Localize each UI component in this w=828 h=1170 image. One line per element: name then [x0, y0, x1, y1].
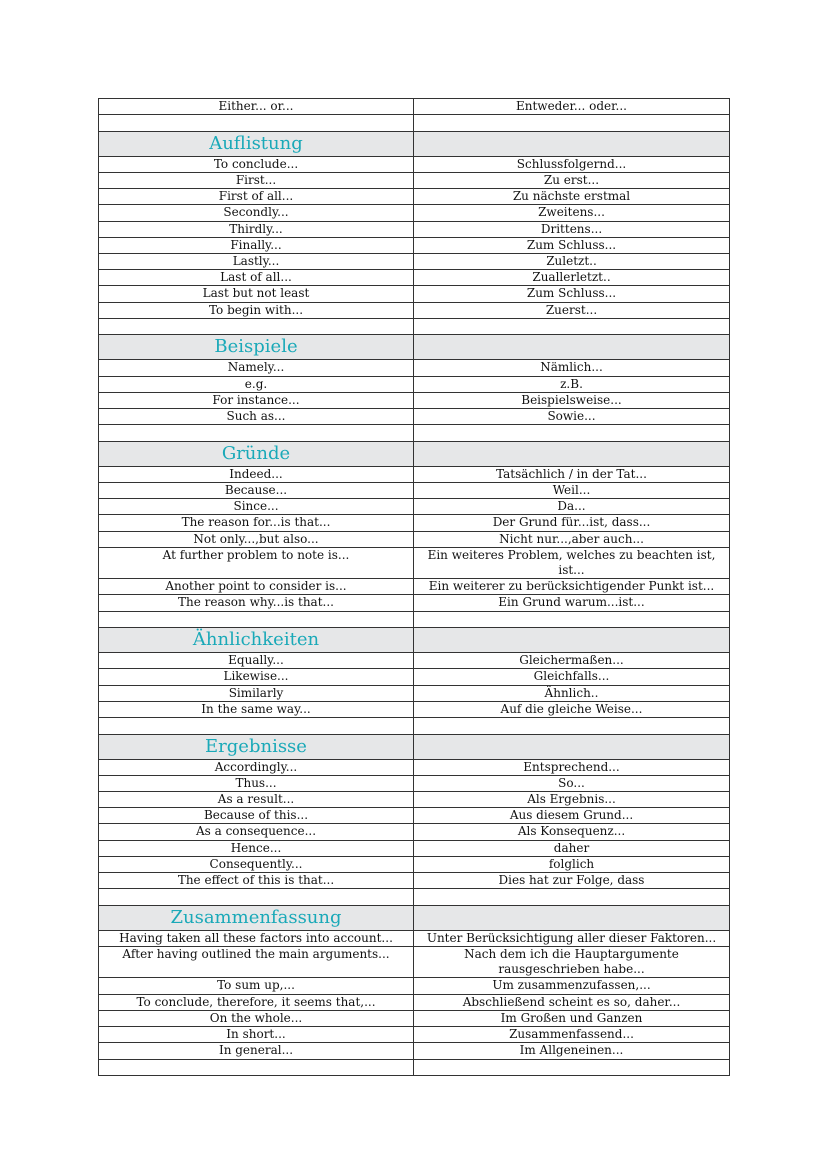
table-row — [99, 237, 730, 253]
table-row — [99, 1043, 730, 1059]
section-title: Ergebnisse — [99, 734, 414, 759]
spacer-row — [99, 611, 730, 628]
table-row — [99, 189, 730, 205]
english-phrase: The reason for...is that... — [99, 515, 414, 531]
german-translation: folglich — [414, 856, 730, 872]
german-translation: Unter Berücksichtigung aller dieser Faktoren... — [414, 930, 730, 946]
section-header-grunde — [99, 441, 730, 466]
german-translation: Der Grund für...ist, dass... — [414, 515, 730, 531]
german-translation: Im Großen und Ganzen — [414, 1010, 730, 1026]
english-phrase: Such as... — [99, 409, 414, 425]
english-phrase: Thus... — [99, 775, 414, 791]
english-phrase: Another point to consider is... — [99, 579, 414, 595]
empty-cell — [99, 318, 414, 335]
empty-cell — [414, 318, 730, 335]
german-translation: Zum Schluss... — [414, 237, 730, 253]
english-phrase: The reason why...is that... — [99, 595, 414, 611]
english-phrase: Because of this... — [99, 808, 414, 824]
german-translation: So... — [414, 775, 730, 791]
section-title: Auflistung — [99, 131, 414, 156]
english-phrase: Either... or... — [99, 99, 414, 115]
table-row — [99, 669, 730, 685]
german-translation: z.B. — [414, 376, 730, 392]
table-row — [99, 685, 730, 701]
table-row — [99, 792, 730, 808]
table-row — [99, 1027, 730, 1043]
english-phrase: Lastly... — [99, 254, 414, 270]
table-row — [99, 840, 730, 856]
english-phrase: Last but not least — [99, 286, 414, 302]
german-translation: Beispielsweise... — [414, 392, 730, 408]
section-header-ergebnisse — [99, 734, 730, 759]
section-title: Beispiele — [99, 335, 414, 360]
english-phrase: Because... — [99, 483, 414, 499]
german-translation: Zu nächste erstmal — [414, 189, 730, 205]
english-phrase: Having taken all these factors into account... — [99, 930, 414, 946]
empty-cell — [414, 611, 730, 628]
table-row — [99, 775, 730, 791]
english-phrase: First of all... — [99, 189, 414, 205]
table-row — [99, 531, 730, 547]
english-phrase: In short... — [99, 1027, 414, 1043]
english-phrase: Hence... — [99, 840, 414, 856]
german-translation: Sowie... — [414, 409, 730, 425]
vocabulary-table — [98, 98, 730, 1076]
empty-cell — [99, 425, 414, 442]
english-phrase: Accordingly... — [99, 759, 414, 775]
empty-cell — [414, 115, 730, 132]
table-row — [99, 595, 730, 611]
empty-cell — [99, 718, 414, 735]
english-phrase: Consequently... — [99, 856, 414, 872]
table-row — [99, 947, 730, 978]
german-translation: Nach dem ich die Hauptargumente rausgeschrieben habe... — [414, 947, 730, 978]
german-translation: Ähnlich.. — [414, 685, 730, 701]
empty-cell — [99, 611, 414, 628]
table-row — [99, 173, 730, 189]
table-row — [99, 270, 730, 286]
section-header-empty-cell — [414, 441, 730, 466]
table-row — [99, 360, 730, 376]
english-phrase: Since... — [99, 499, 414, 515]
german-translation: Ein weiterer zu berücksichtigender Punkt ist... — [414, 579, 730, 595]
german-translation: Zusammenfassend... — [414, 1027, 730, 1043]
german-translation: Da... — [414, 499, 730, 515]
german-translation: Dies hat zur Folge, dass — [414, 873, 730, 889]
german-translation: Aus diesem Grund... — [414, 808, 730, 824]
german-translation: Zum Schluss... — [414, 286, 730, 302]
german-translation: Auf die gleiche Weise... — [414, 701, 730, 717]
table-row — [99, 483, 730, 499]
german-translation: Schlussfolgernd... — [414, 156, 730, 172]
german-translation: Um zusammenzufassen,... — [414, 978, 730, 994]
english-phrase: In the same way... — [99, 701, 414, 717]
section-header-empty-cell — [414, 335, 730, 360]
spacer-row — [99, 718, 730, 735]
german-translation: Nämlich... — [414, 360, 730, 376]
german-translation: Entsprechend... — [414, 759, 730, 775]
english-phrase: To sum up,... — [99, 978, 414, 994]
english-phrase: Likewise... — [99, 669, 414, 685]
english-phrase: e.g. — [99, 376, 414, 392]
german-translation: Zuallerletzt.. — [414, 270, 730, 286]
table-row — [99, 205, 730, 221]
english-phrase: At further problem to note is... — [99, 547, 414, 578]
spacer-row — [99, 1059, 730, 1076]
german-translation: Zuletzt.. — [414, 254, 730, 270]
table-row — [99, 254, 730, 270]
spacer-row — [99, 889, 730, 906]
english-phrase: After having outlined the main arguments... — [99, 947, 414, 978]
table-row — [99, 376, 730, 392]
english-phrase: The effect of this is that... — [99, 873, 414, 889]
table-row — [99, 499, 730, 515]
german-translation: Weil... — [414, 483, 730, 499]
table-row — [99, 759, 730, 775]
table-row — [99, 873, 730, 889]
empty-cell — [414, 425, 730, 442]
spacer-row — [99, 115, 730, 132]
table-row — [99, 221, 730, 237]
english-phrase: To conclude... — [99, 156, 414, 172]
table-row — [99, 930, 730, 946]
table-row — [99, 579, 730, 595]
section-header-beispiele — [99, 335, 730, 360]
german-translation: Ein Grund warum...ist... — [414, 595, 730, 611]
english-phrase: Equally... — [99, 653, 414, 669]
section-header-empty-cell — [414, 734, 730, 759]
empty-cell — [414, 1059, 730, 1076]
empty-cell — [99, 115, 414, 132]
german-translation: daher — [414, 840, 730, 856]
german-translation: Ein weiteres Problem, welches zu beachten ist, ist... — [414, 547, 730, 578]
table-row — [99, 409, 730, 425]
german-translation: Als Konsequenz... — [414, 824, 730, 840]
german-translation: Tatsächlich / in der Tat... — [414, 466, 730, 482]
table-row — [99, 515, 730, 531]
english-phrase: Indeed... — [99, 466, 414, 482]
english-phrase: Secondly... — [99, 205, 414, 221]
german-translation: Zuerst... — [414, 302, 730, 318]
table-row — [99, 856, 730, 872]
section-header-empty-cell — [414, 905, 730, 930]
empty-cell — [99, 889, 414, 906]
table-row — [99, 994, 730, 1010]
english-phrase: To begin with... — [99, 302, 414, 318]
german-translation: Im Allgeneinen... — [414, 1043, 730, 1059]
german-translation: Entweder... oder... — [414, 99, 730, 115]
english-phrase: To conclude, therefore, it seems that,... — [99, 994, 414, 1010]
english-phrase: First... — [99, 173, 414, 189]
german-translation: Zweitens... — [414, 205, 730, 221]
table-row — [99, 547, 730, 578]
table-row — [99, 824, 730, 840]
english-phrase: Thirdly... — [99, 221, 414, 237]
empty-cell — [414, 889, 730, 906]
german-translation: Gleichermaßen... — [414, 653, 730, 669]
english-phrase: As a result... — [99, 792, 414, 808]
section-header-auflistung — [99, 131, 730, 156]
table-row — [99, 286, 730, 302]
table-row — [99, 1010, 730, 1026]
empty-cell — [414, 718, 730, 735]
empty-cell — [99, 1059, 414, 1076]
english-phrase: Namely... — [99, 360, 414, 376]
english-phrase: Not only...,but also... — [99, 531, 414, 547]
vocabulary-page — [98, 98, 729, 1076]
spacer-row — [99, 318, 730, 335]
table-row — [99, 156, 730, 172]
section-title: Zusammenfassung — [99, 905, 414, 930]
table-row — [99, 701, 730, 717]
section-header-empty-cell — [414, 131, 730, 156]
table-row — [99, 302, 730, 318]
section-title: Gründe — [99, 441, 414, 466]
english-phrase: Last of all... — [99, 270, 414, 286]
table-row — [99, 653, 730, 669]
table-row — [99, 392, 730, 408]
german-translation: Nicht nur...,aber auch... — [414, 531, 730, 547]
german-translation: Zu erst... — [414, 173, 730, 189]
section-header-zusammenfassung — [99, 905, 730, 930]
english-phrase: Similarly — [99, 685, 414, 701]
german-translation: Drittens... — [414, 221, 730, 237]
table-row — [99, 99, 730, 115]
section-header-empty-cell — [414, 628, 730, 653]
section-title: Ähnlichkeiten — [99, 628, 414, 653]
english-phrase: On the whole... — [99, 1010, 414, 1026]
german-translation: Gleichfalls... — [414, 669, 730, 685]
english-phrase: Finally... — [99, 237, 414, 253]
table-row — [99, 808, 730, 824]
german-translation: Als Ergebnis... — [414, 792, 730, 808]
english-phrase: For instance... — [99, 392, 414, 408]
english-phrase: As a consequence... — [99, 824, 414, 840]
english-phrase: In general... — [99, 1043, 414, 1059]
section-header-ahnlichkeiten — [99, 628, 730, 653]
spacer-row — [99, 425, 730, 442]
german-translation: Abschließend scheint es so, daher... — [414, 994, 730, 1010]
table-row — [99, 466, 730, 482]
table-row — [99, 978, 730, 994]
